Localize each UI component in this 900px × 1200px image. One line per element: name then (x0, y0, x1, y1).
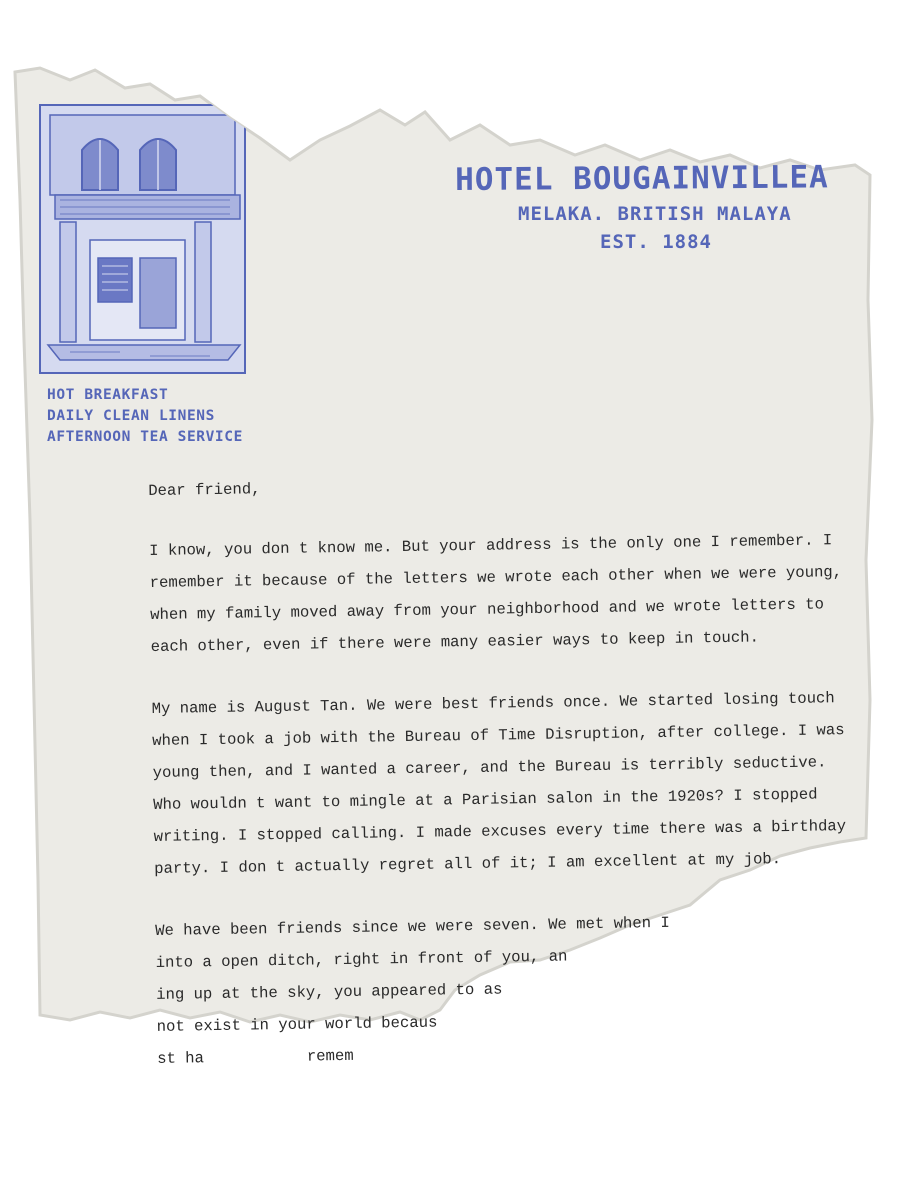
letter-line: I know, you don t know me. But your address is the only one I remember. I (149, 531, 833, 560)
amenity-item: HOT BREAKFAST (47, 387, 169, 403)
letter-line: st ha remem (157, 1046, 354, 1068)
letter-paragraph-3 (155, 904, 877, 1075)
hotel-name: HOTEL BOUGAINVILLEA (455, 159, 829, 198)
shophouse-illustration (40, 105, 245, 373)
letter-line: into a open ditch, right in front of you, an (155, 947, 568, 972)
letter-line: Who wouldn t want to mingle at a Parisian salon in the 1920s? I stopped (153, 785, 818, 814)
letter-paragraph-1 (149, 524, 871, 663)
letter-line: young then, and I wanted a career, and the Bureau is terribly seductive. (152, 753, 827, 782)
letter-salutation: Dear friend, (148, 480, 261, 500)
letter-line: We have been friends since we were seven. We met when I (155, 913, 670, 940)
letter-body (148, 464, 878, 1105)
letter-line: when I took a job with the Bureau of Time Disruption, after college. I was (152, 721, 845, 750)
letter-paragraph-2 (151, 682, 874, 885)
amenity-item: DAILY CLEAN LINENS (47, 408, 215, 424)
letter-line: writing. I stopped calling. I made excuses every time there was a birthday (153, 817, 847, 846)
letter-line: when my family moved away from your neighborhood and we wrote letters to (150, 595, 825, 624)
letter-line: My name is August Tan. We were best friends once. We started losing touch (151, 689, 835, 718)
letter-line: not exist in your world becaus (156, 1013, 438, 1036)
hotel-location: MELAKA. BRITISH MALAYA (518, 203, 792, 225)
letter-line: each other, even if there were many easier ways to keep in touch. (150, 628, 760, 656)
amenity-item: AFTERNOON TEA SERVICE (47, 429, 243, 445)
letter-line: ing up at the sky, you appeared to as (156, 980, 503, 1004)
letter-line: remember it because of the letters we wrote each other when we were young, (149, 563, 843, 592)
letter-line: party. I don t actually regret all of it; I am excellent at my job. (154, 850, 782, 878)
hotel-established: EST. 1884 (600, 231, 712, 253)
